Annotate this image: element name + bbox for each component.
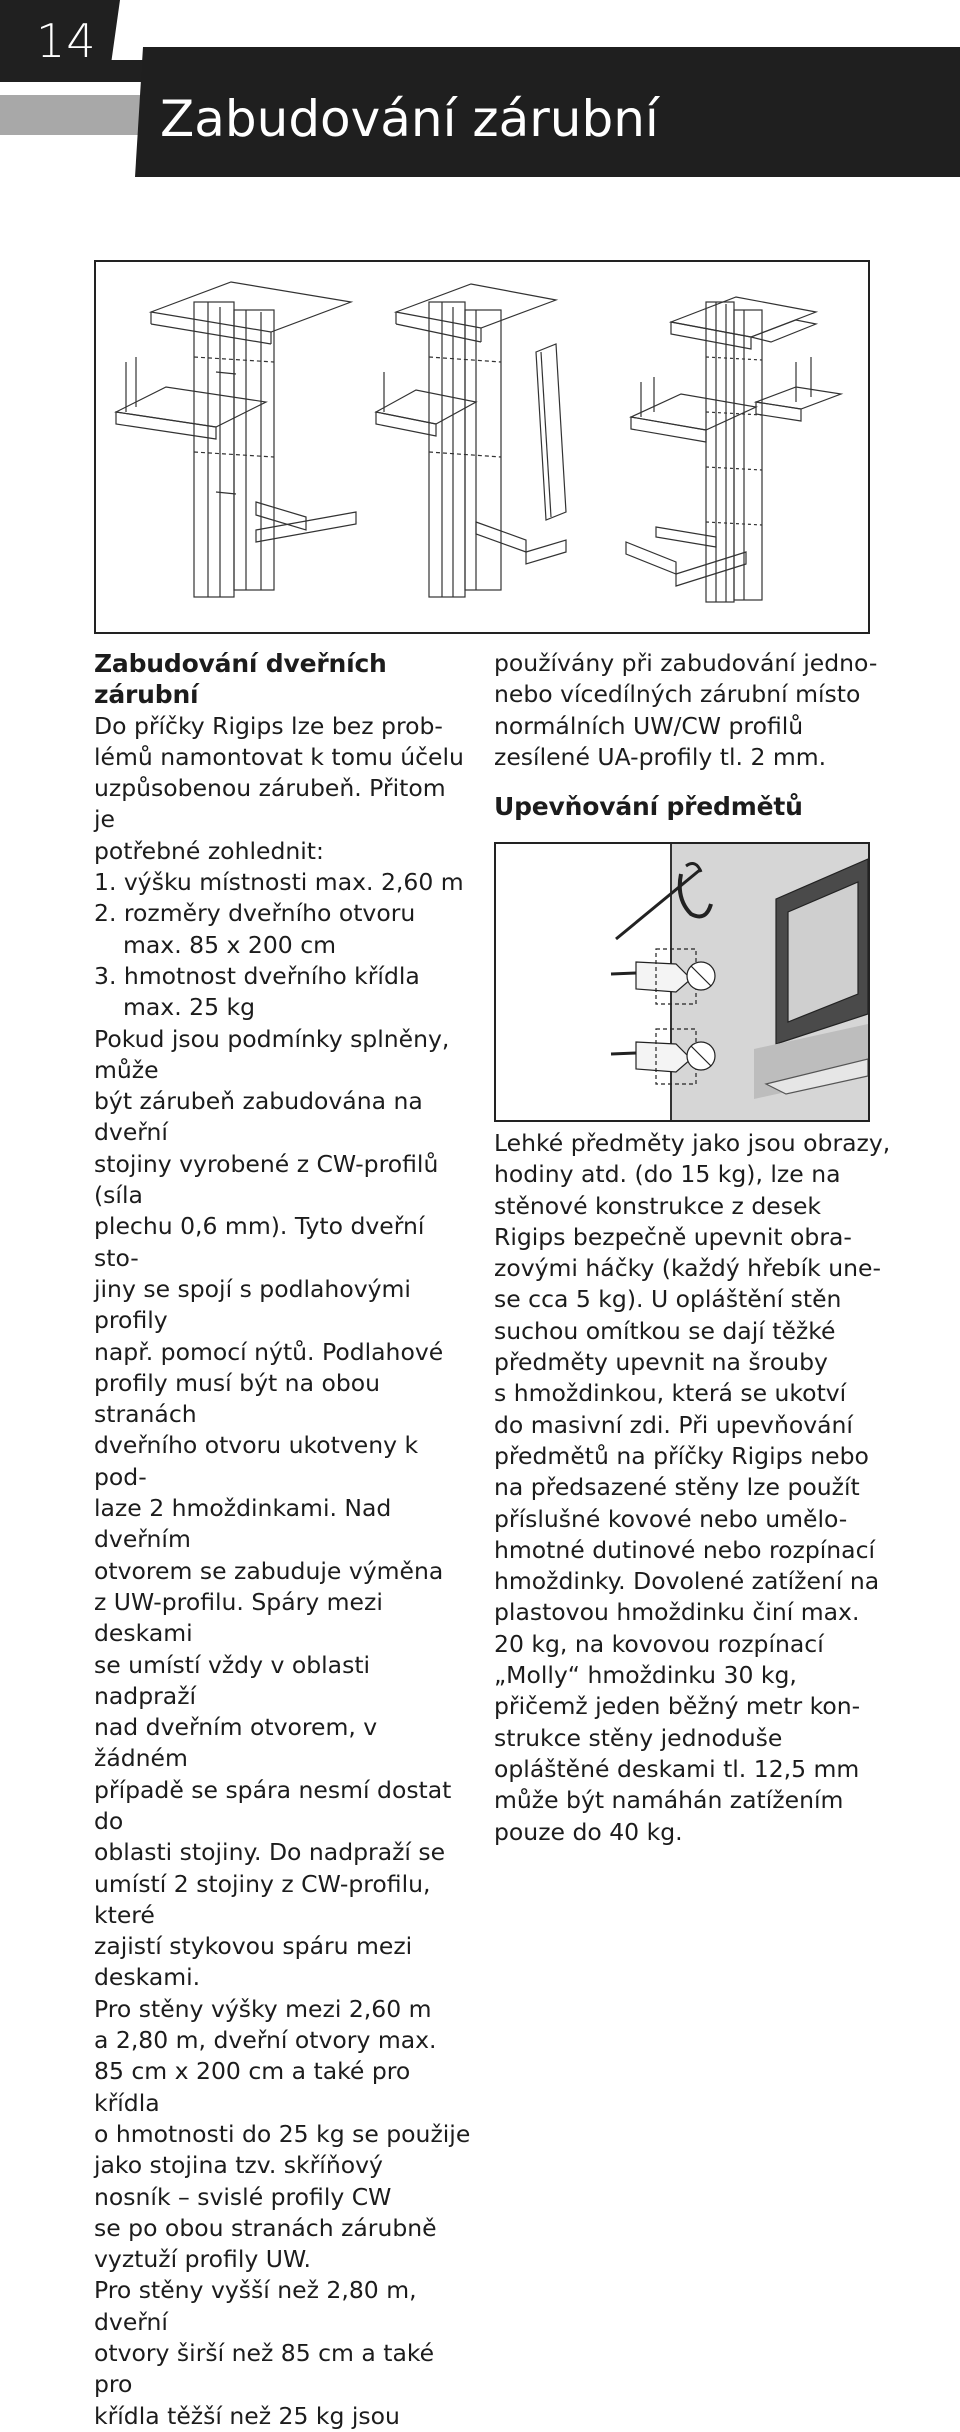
body-line: se cca 5 kg). U opláštění stěn bbox=[494, 1285, 842, 1314]
page-title: Zabudování zárubní bbox=[160, 90, 659, 148]
body-line: stěnové konstrukce z desek bbox=[494, 1191, 822, 1220]
body-line: laze 2 hmoždinkami. Nad dveřním bbox=[94, 1494, 392, 1554]
body-line: Pro stěny výšky mezi 2,60 m bbox=[94, 1994, 432, 2023]
body-line: Pokud jsou podmínky splněny, může bbox=[94, 1024, 450, 1084]
body-line: 1. výšku místnosti max. 2,60 m bbox=[94, 868, 464, 897]
body-line: a 2,80 m, dveřní otvory max. bbox=[94, 2026, 437, 2055]
body-line: uzpůsobenou zárubeň. Přitom je bbox=[94, 774, 446, 834]
body-line: na předsazené stěny lze použít bbox=[494, 1473, 860, 1502]
body-line: umístí 2 stojiny z CW-profilu, které bbox=[94, 1869, 431, 1929]
door-frame-illustration bbox=[94, 260, 870, 634]
body-line: hmotné dutinové nebo rozpínací bbox=[494, 1535, 876, 1564]
body-line: 3. hmotnost dveřního křídla bbox=[94, 961, 420, 990]
body-line: jiny se spojí s podlahovými profily bbox=[94, 1274, 411, 1335]
body-line: např. pomocí nýtů. Podlahové bbox=[94, 1337, 444, 1366]
section1-continuation bbox=[494, 648, 894, 773]
body-line: hodiny atd. (do 15 kg), lze na bbox=[494, 1160, 841, 1189]
body-line: jako stojina tzv. skříňový bbox=[94, 2151, 383, 2180]
body-line: max. 25 kg bbox=[123, 993, 256, 1022]
door-frame-drawing-left bbox=[116, 282, 356, 597]
body-line: Rigips bezpečně upevnit obra- bbox=[494, 1222, 852, 1251]
body-line: nad dveřním otvorem, v žádném bbox=[94, 1713, 378, 1773]
body-line: zovými háčky (každý hřebík une- bbox=[494, 1254, 881, 1283]
left-column bbox=[94, 648, 474, 2432]
body-line: nebo vícedílných zárubní místo bbox=[494, 680, 861, 709]
body-line: přičemž jeden běžný metr kon- bbox=[494, 1692, 861, 1721]
body-line: předmětů na příčky Rigips nebo bbox=[494, 1441, 869, 1470]
body-line: otvory širší než 85 cm a také pro bbox=[94, 2339, 435, 2399]
body-line: max. 85 x 200 cm bbox=[123, 930, 337, 959]
body-line: Lehké předměty jako jsou obrazy, bbox=[494, 1129, 891, 1157]
body-line: případě se spára nesmí dostat do bbox=[94, 1775, 452, 1835]
body-line: stojiny vyrobené z CW-profilů (síla bbox=[94, 1149, 439, 1210]
body-line: oblasti stojiny. Do nadpraží se bbox=[94, 1838, 446, 1867]
section-heading-mounting: Upevňování předmětů bbox=[494, 792, 803, 822]
body-line: profily musí být na obou stranách bbox=[94, 1368, 381, 1429]
section2-body bbox=[494, 1128, 894, 1848]
body-line: příslušné kovové nebo umělo- bbox=[494, 1504, 848, 1533]
body-line: plastovou hmoždinku činí max. bbox=[494, 1598, 860, 1627]
body-line: dveřního otvoru ukotveny k pod- bbox=[94, 1431, 419, 1491]
section-heading-door-frames: Zabudování dveřních zárubní bbox=[94, 649, 387, 710]
body-line: vyztuží profily UW. bbox=[94, 2245, 311, 2274]
body-line: potřebné zohlednit: bbox=[94, 836, 324, 865]
body-line: strukce stěny jednoduše bbox=[494, 1723, 783, 1752]
body-line: normálních UW/CW profilů bbox=[494, 711, 804, 740]
body-line: Do příčky Rigips lze bez prob- bbox=[94, 711, 443, 740]
page-number: 14 bbox=[36, 14, 97, 68]
body-line: být zárubeň zabudována na dveřní bbox=[94, 1087, 423, 1147]
body-line: se umístí vždy v oblasti nadpraží bbox=[94, 1650, 371, 1710]
body-line: o hmotnosti do 25 kg se použije bbox=[94, 2119, 471, 2148]
wall-mounting-illustration bbox=[494, 842, 870, 1122]
body-line: plechu 0,6 mm). Tyto dveřní sto- bbox=[94, 1212, 425, 1272]
body-line: nosník – svislé profily CW bbox=[94, 2182, 392, 2211]
body-line: suchou omítkou se dají těžké bbox=[494, 1316, 836, 1345]
body-line: s hmoždinkou, která se ukotví bbox=[494, 1379, 847, 1408]
right-column bbox=[494, 648, 894, 822]
body-line: z UW-profilu. Spáry mezi deskami bbox=[94, 1587, 383, 1648]
body-line: křídla těžší než 25 kg jsou bbox=[94, 2401, 400, 2430]
header-grey-bar bbox=[0, 95, 140, 135]
body-line: se po obou stranách zárubně bbox=[94, 2213, 437, 2242]
body-line: předměty upevnit na šrouby bbox=[494, 1348, 828, 1377]
body-line: pouze do 40 kg. bbox=[494, 1817, 683, 1846]
section1-body bbox=[94, 711, 474, 2432]
door-frame-drawing-right bbox=[626, 297, 841, 602]
body-line: může být namáhán zatížením bbox=[494, 1786, 844, 1815]
body-line: 85 cm x 200 cm a také pro křídla bbox=[94, 2057, 411, 2117]
body-line: zajistí stykovou spáru mezi deskami. bbox=[94, 1932, 413, 1992]
body-line: 2. rozměry dveřního otvoru bbox=[94, 899, 416, 928]
door-frame-drawing-middle bbox=[376, 284, 566, 597]
body-line: používány při zabudování jedno- bbox=[494, 649, 878, 677]
body-line: opláštěné deskami tl. 12,5 mm bbox=[494, 1754, 860, 1783]
body-line: lémů namontovat k tomu účelu bbox=[94, 742, 464, 771]
body-line: 20 kg, na kovovou rozpínací bbox=[494, 1629, 824, 1658]
right-column-lower bbox=[494, 1128, 894, 1848]
body-line: Pro stěny vyšší než 2,80 m, dveřní bbox=[94, 2276, 417, 2336]
body-line: „Molly“ hmoždinku 30 kg, bbox=[494, 1661, 797, 1690]
body-line: do masivní zdi. Při upevňování bbox=[494, 1410, 853, 1439]
body-line: otvorem se zabuduje výměna bbox=[94, 1556, 444, 1585]
body-line: hmoždinky. Dovolené zatížení na bbox=[494, 1567, 880, 1596]
body-line: zesílené UA-profily tl. 2 mm. bbox=[494, 742, 827, 771]
